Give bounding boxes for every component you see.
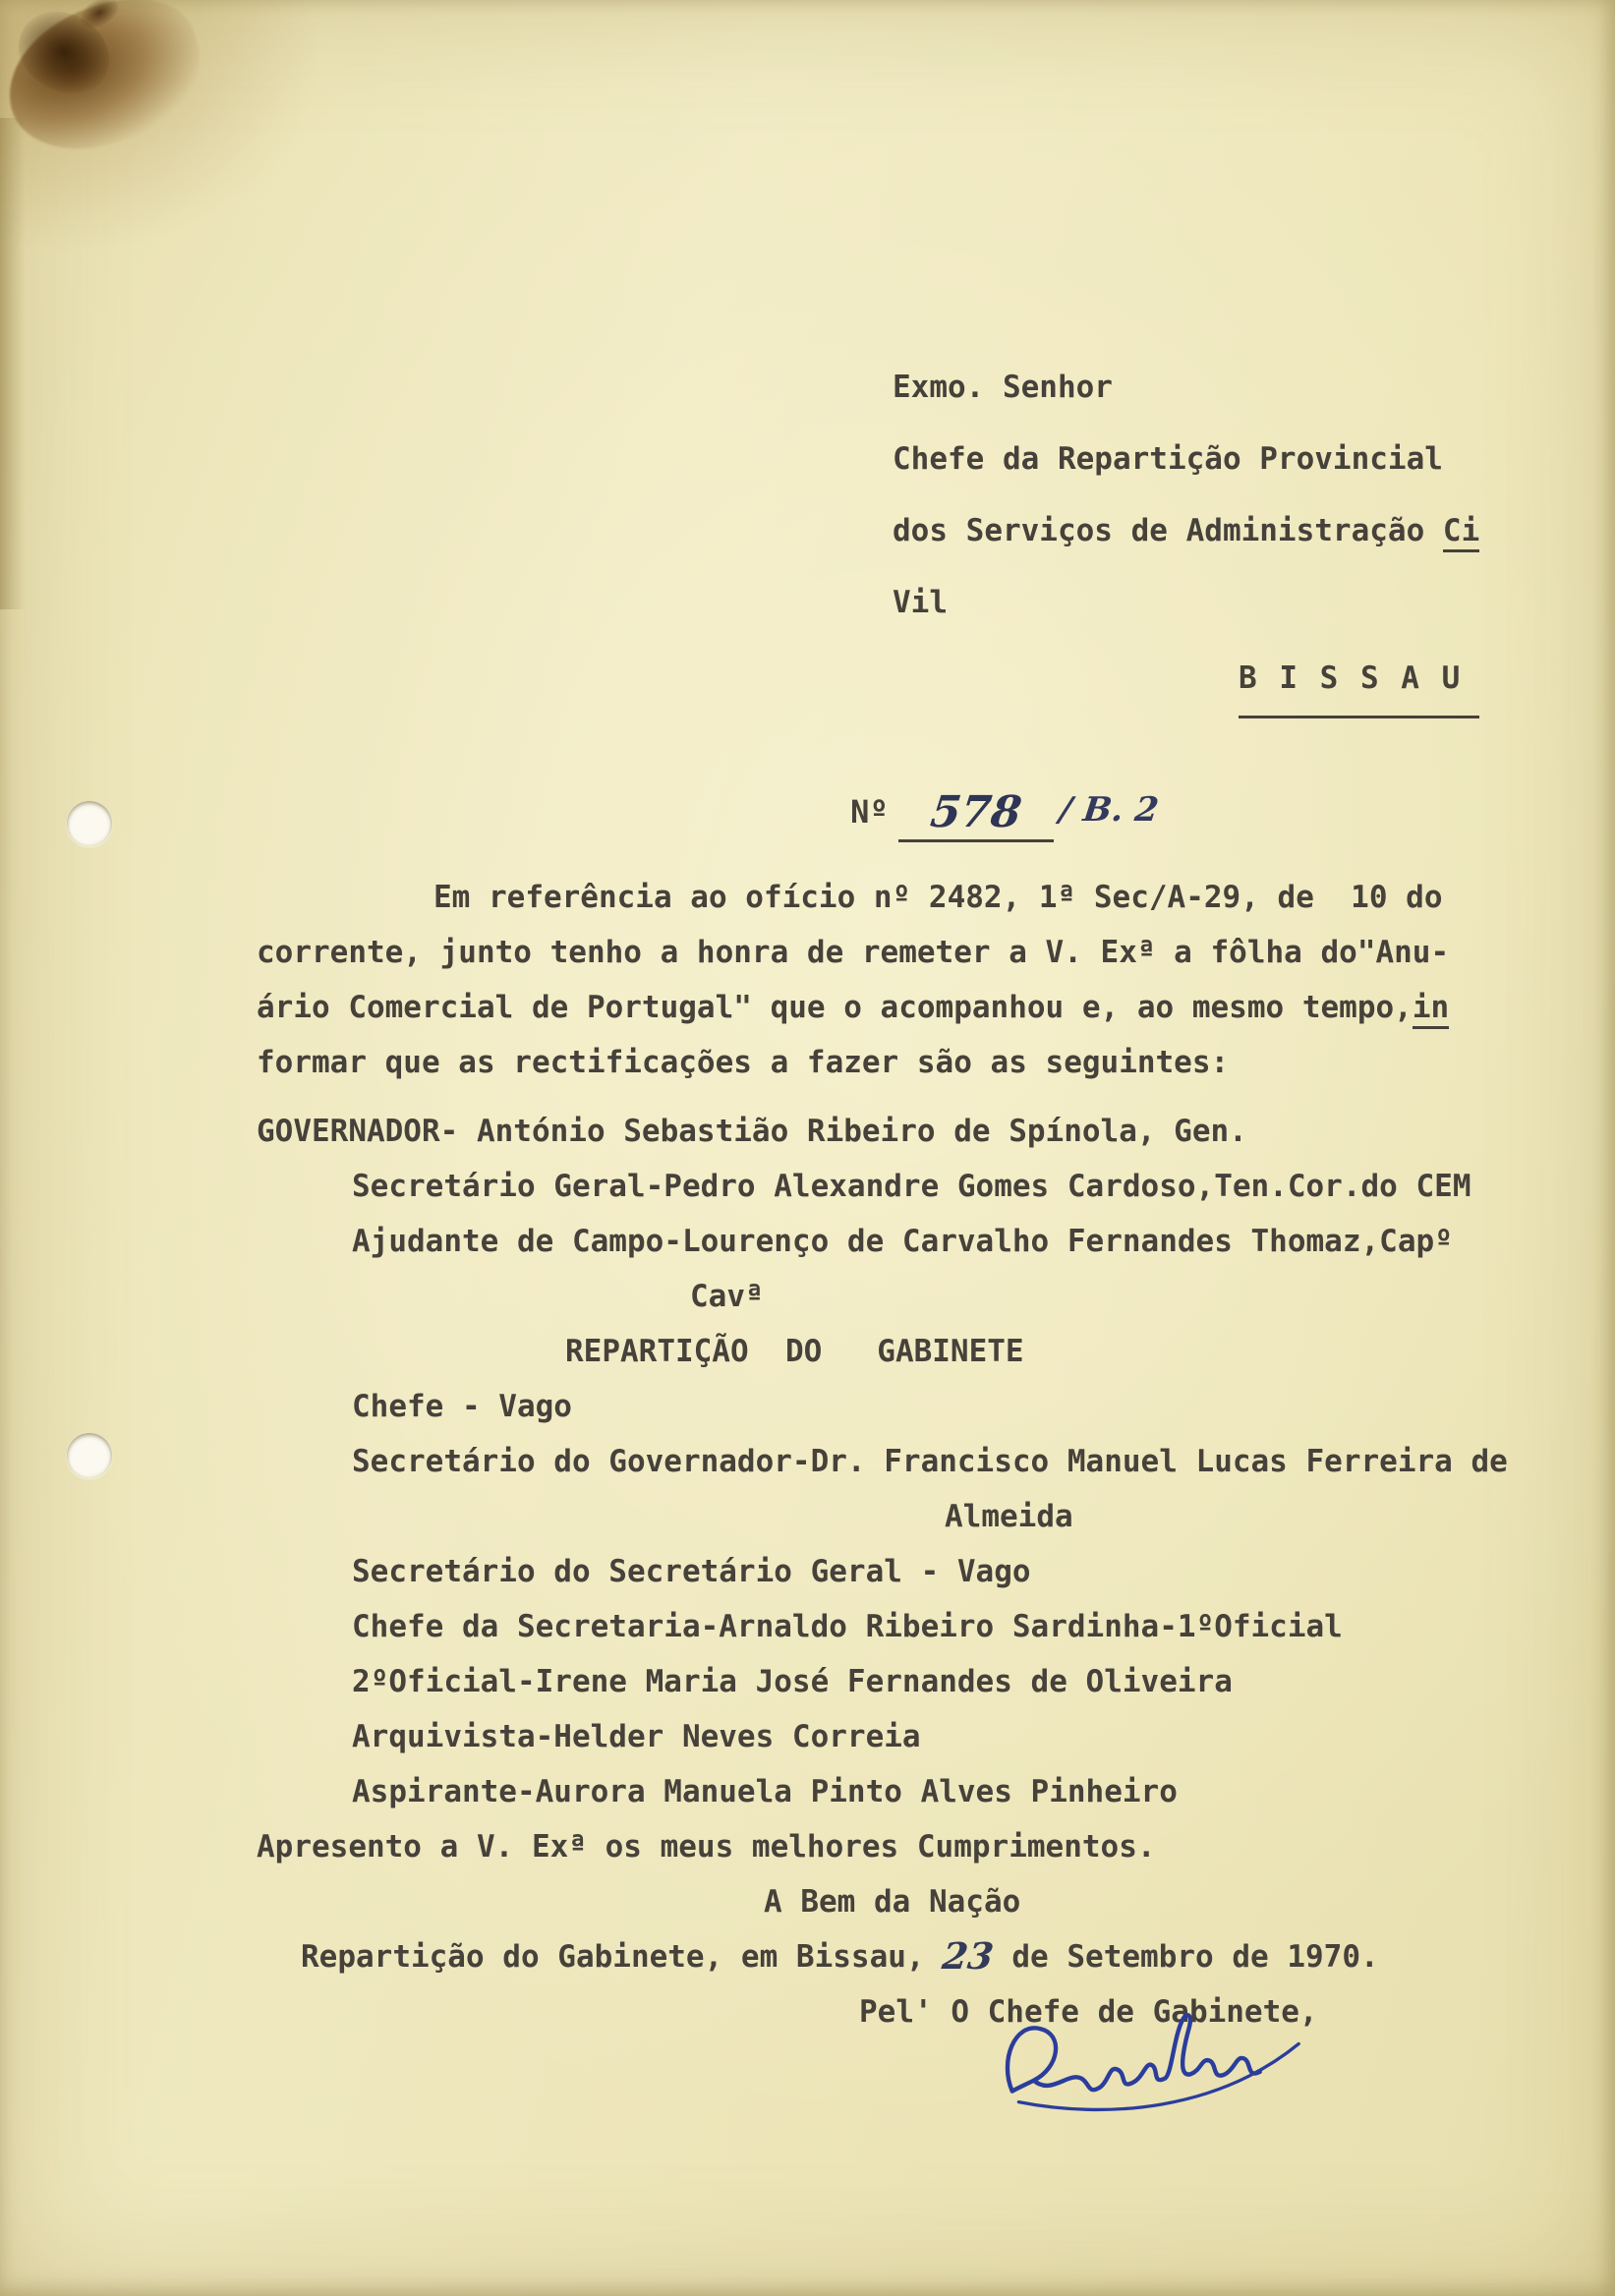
hole-punch-top <box>67 801 112 846</box>
paragraph-line: ário Comercial de Portugal" que o acompanhou e, ao mesmo tempo,in <box>257 980 1564 1035</box>
reference-suffix-handwritten: / B. 2 <box>1057 790 1161 830</box>
addressee-block <box>893 352 1479 718</box>
list-item-arquivista: Arquivista-Helder Neves Correia <box>352 1719 921 1754</box>
underlined-syllable: in <box>1413 990 1449 1029</box>
section-heading: REPARTIÇÃO DO GABINETE <box>565 1334 1024 1369</box>
hole-punch-bottom <box>67 1433 112 1478</box>
reference-number-handwritten: 578 <box>927 787 1024 837</box>
list-item-secretario-secretario: Secretário do Secretário Geral - Vago <box>352 1554 1031 1589</box>
ink-stain-core <box>8 0 122 104</box>
list-item-chefe-secretaria: Chefe da Secretaria-Arnaldo Ribeiro Sardinha-1ºOficial <box>352 1609 1343 1644</box>
reference-label: Nº <box>850 793 889 831</box>
closing-date-line: Repartição do Gabinete, em Bissau, 23 de Setembro de 1970. <box>301 1934 1379 1978</box>
addressee-honorific: Exmo. Senhor <box>893 370 1113 405</box>
list-item-governor: GOVERNADOR- António Sebastião Ribeiro de Spínola, Gen. <box>257 1114 1247 1149</box>
paragraph-line: corrente, junto tenho a honra de remeter a V. Exª a fôlha do"Anu- <box>257 935 1450 970</box>
signature <box>988 2005 1312 2129</box>
list-item-aspirante: Aspirante-Aurora Manuela Pinto Alves Pinheiro <box>352 1774 1178 1809</box>
closing-signoff: Pel' O Chefe de Gabinete, <box>859 1994 1318 2030</box>
addressee-city: B I S S A U <box>1239 643 1479 718</box>
addressee-office-line1: Chefe da Repartição Provincial <box>893 441 1443 477</box>
closing-compliments: Apresento a V. Exª os meus melhores Cumprimentos. <box>257 1829 1156 1865</box>
addressee-office-line3: Vil <box>893 585 948 620</box>
stain-halo <box>0 0 324 256</box>
letter-body <box>257 870 1564 2039</box>
signature-ink <box>988 2005 1312 2129</box>
paragraph-line: Em referência ao ofício nº 2482, 1ª Sec/A-29, de 10 do <box>433 880 1443 915</box>
list-item-secretario-governador: Secretário do Governador-Dr. Francisco Manuel Lucas Ferreira de <box>352 1444 1508 1479</box>
list-item-ajudante: Ajudante de Campo-Lourenço de Carvalho Fernandes Thomaz,Capº <box>352 1224 1453 1259</box>
list-item-ajudante-cont: Cavª <box>690 1279 764 1314</box>
list-item-chefe: Chefe - Vago <box>352 1389 572 1424</box>
edge-shadow <box>0 118 26 609</box>
list-item-segundo-oficial: 2ºOficial-Irene Maria José Fernandes de Oliveira <box>352 1664 1233 1699</box>
underlined-syllable: Ci <box>1443 513 1479 552</box>
ink-stain-fleck <box>75 0 123 34</box>
date-day-handwritten: 23 <box>940 1934 997 1978</box>
ink-stain <box>0 0 217 166</box>
paragraph-line: formar que as rectificações a fazer são as seguintes: <box>257 1045 1230 1080</box>
list-item-secretario-geral: Secretário Geral-Pedro Alexandre Gomes Cardoso,Ten.Cor.do CEM <box>352 1169 1471 1204</box>
addressee-office-line2: dos Serviços de Administração Ci <box>893 495 1479 567</box>
list-item-secretario-governador-cont: Almeida <box>945 1499 1073 1534</box>
reference-blank <box>898 784 1054 842</box>
closing-motto: A Bem da Nação <box>764 1884 1021 1920</box>
